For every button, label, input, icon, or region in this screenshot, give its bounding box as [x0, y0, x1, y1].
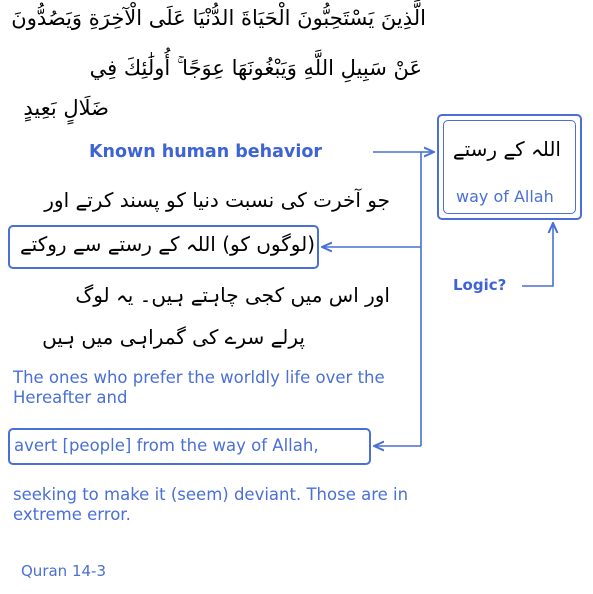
logic-connector-line	[522, 223, 553, 286]
urdu-line-1: جو آخرت کی نسبت دنیا کو پسند کرتے اور	[44, 188, 390, 212]
arabic-verse-line-2: عَنْ سَبِيلِ اللَّهِ وَيَبْغُونَهَا عِوَجًا ۚ أُولَٰئِكَ فِي	[89, 56, 422, 80]
known-human-behavior-heading: Known human behavior	[89, 142, 322, 162]
citation: Quran 14-3	[21, 562, 106, 580]
way-of-allah-english: way of Allah	[456, 187, 554, 206]
english-line-3: seeking to make it (seem) deviant. Those are in extreme error.	[13, 485, 409, 524]
english-line-1: The ones who prefer the worldly life over the Hereafter and	[13, 368, 385, 407]
english-highlight-text: avert [people] from the way of Allah,	[14, 436, 319, 455]
way-of-allah-urdu: اللہ کے رستے	[452, 137, 561, 161]
arabic-verse-line-1: الَّذِينَ يَسْتَحِبُّونَ الْحَيَاةَ الدُّنْيَا عَلَى الْآخِرَةِ وَيَصُدُّونَ	[11, 6, 426, 30]
heading-connector-line	[373, 152, 421, 446]
urdu-line-3: اور اس میں کجی چاہتے ہیں۔ یہ لوگ	[75, 283, 390, 307]
arabic-verse-line-3: ضَلَالٍ بَعِيدٍ	[23, 96, 109, 120]
urdu-line-2: (لوگوں کو) اللہ کے رستے سے روکتے	[19, 232, 315, 256]
logic-label: Logic?	[453, 276, 507, 294]
urdu-line-4: پرلے سرے کی گمراہی میں ہیں	[42, 325, 305, 349]
